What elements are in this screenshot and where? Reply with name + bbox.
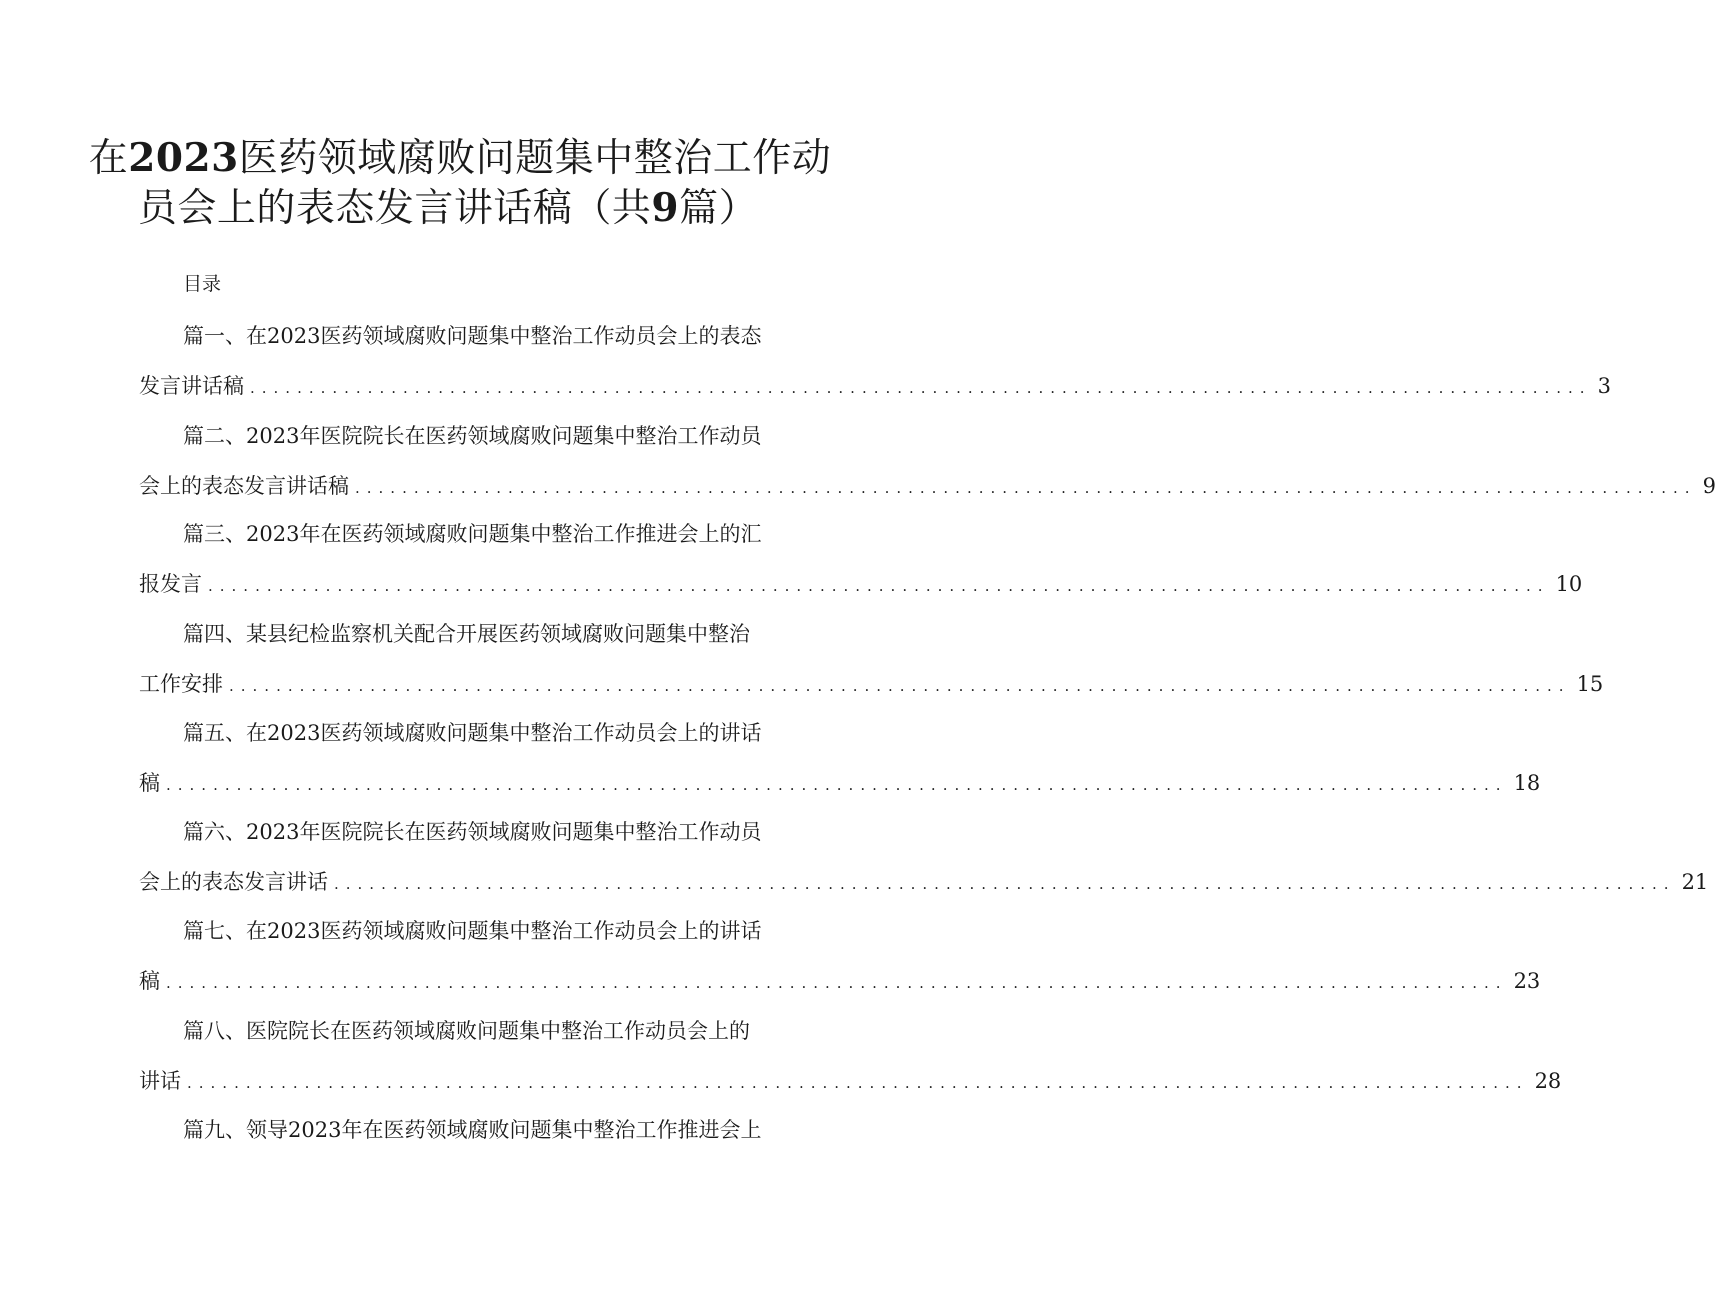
toc-entry[interactable] xyxy=(0,518,1583,618)
toc-entry[interactable] xyxy=(0,618,1604,718)
toc-entry[interactable] xyxy=(0,1114,920,1154)
toc-entry-title[interactable]: 篇八、医院院长在医药领域腐败问题集中整治工作动员会上的 xyxy=(183,1019,750,1043)
toc-dot-leader: .................................................................................................................. xyxy=(229,677,1571,695)
toc-entry[interactable] xyxy=(0,1015,1562,1115)
toc-entry[interactable] xyxy=(0,816,1709,916)
toc-entry[interactable] xyxy=(0,915,1541,1015)
toc-dot-leader: .................................................................................................................. xyxy=(187,1074,1529,1092)
document-title-line-1 xyxy=(0,134,920,183)
toc-entry-title[interactable]: 篇七、在2023医药领域腐败问题集中整治工作动员会上的讲话 xyxy=(183,919,762,943)
toc-dot-leader: .................................................................................................................. xyxy=(334,875,1676,893)
toc-page-number: 18 xyxy=(1513,771,1541,795)
toc-entry-continuation[interactable] xyxy=(139,370,1611,402)
title-text: 篇） xyxy=(679,186,759,231)
toc-entry-continuation[interactable] xyxy=(139,568,1583,600)
title-year: 2023 xyxy=(128,135,239,181)
toc-page-number: 3 xyxy=(1597,374,1611,398)
toc-page-number: 15 xyxy=(1576,672,1604,696)
toc-page-number: 9 xyxy=(1702,474,1716,498)
toc-dot-leader: .................................................................................................................. xyxy=(355,479,1697,497)
toc-entry-continuation[interactable] xyxy=(139,965,1541,997)
toc-entry-continuation[interactable] xyxy=(139,866,1709,898)
document-title-line-2 xyxy=(0,184,908,233)
toc-dot-leader: .................................................................................................................. xyxy=(208,577,1550,595)
title-count: 9 xyxy=(651,185,680,231)
toc-entry[interactable] xyxy=(0,717,1541,817)
toc-dot-leader: .................................................................................................................. xyxy=(250,379,1592,397)
toc-entry-continuation[interactable] xyxy=(139,470,1716,502)
toc-entry-title-end: 发言讲话稿 xyxy=(139,374,244,398)
toc-entry-title[interactable]: 篇四、某县纪检监察机关配合开展医药领域腐败问题集中整治 xyxy=(183,622,750,646)
title-text: 员会上的表态发言讲话稿（共 xyxy=(137,186,652,231)
toc-page-number: 28 xyxy=(1534,1069,1562,1093)
toc-entry-title[interactable]: 篇三、2023年在医药领域腐败问题集中整治工作推进会上的汇 xyxy=(183,522,762,546)
title-text: 在 xyxy=(88,136,129,181)
toc-entry-title-end: 工作安排 xyxy=(139,672,223,696)
toc-entry-continuation[interactable] xyxy=(139,668,1604,700)
toc-entry[interactable] xyxy=(0,320,1611,420)
toc-entry-title[interactable]: 篇一、在2023医药领域腐败问题集中整治工作动员会上的表态 xyxy=(183,324,762,348)
toc-entry-title-end: 稿 xyxy=(139,969,160,993)
toc-entry-title-end: 稿 xyxy=(139,771,160,795)
toc-dot-leader: .................................................................................................................. xyxy=(166,974,1508,992)
toc-entry-title-end: 会上的表态发言讲话 xyxy=(139,870,328,894)
toc-dot-leader: .................................................................................................................. xyxy=(166,776,1508,794)
toc-entry[interactable] xyxy=(0,420,1716,520)
toc-entry-title[interactable]: 篇九、领导2023年在医药领域腐败问题集中整治工作推进会上 xyxy=(183,1118,762,1142)
toc-page-number: 10 xyxy=(1555,572,1583,596)
toc-page-number: 23 xyxy=(1513,969,1541,993)
toc-entry-title[interactable]: 篇六、2023年医院院长在医药领域腐败问题集中整治工作动员 xyxy=(183,820,762,844)
toc-entry-title[interactable]: 篇五、在2023医药领域腐败问题集中整治工作动员会上的讲话 xyxy=(183,721,762,745)
toc-heading: 目录 xyxy=(183,273,222,295)
toc-entry-continuation[interactable] xyxy=(139,767,1541,799)
toc-entry-continuation[interactable] xyxy=(139,1065,1562,1097)
toc-entry-title-end: 会上的表态发言讲话稿 xyxy=(139,474,349,498)
toc-entry-title-end: 报发言 xyxy=(139,572,202,596)
toc-entry-title[interactable]: 篇二、2023年医院院长在医药领域腐败问题集中整治工作动员 xyxy=(183,424,762,448)
title-text: 医药领域腐败问题集中整治工作动 xyxy=(238,136,832,181)
toc-entry-title-end: 讲话 xyxy=(139,1069,181,1093)
toc-page-number: 21 xyxy=(1681,870,1709,894)
